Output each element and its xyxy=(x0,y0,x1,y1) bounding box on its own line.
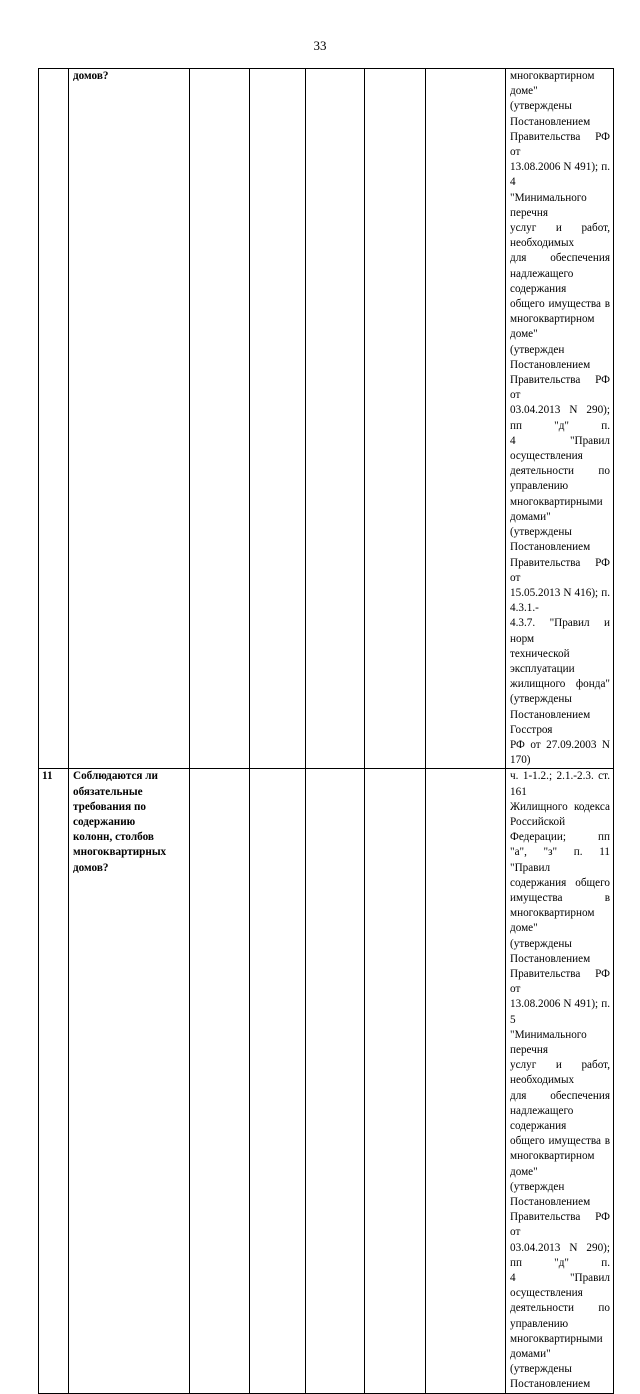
empty-cell xyxy=(306,69,365,769)
empty-cell xyxy=(426,769,506,1393)
row-number-cell xyxy=(39,69,69,769)
reference-line: для обеспечения xyxy=(510,1089,610,1102)
reference-line: Постановлением xyxy=(510,1378,591,1391)
reference-line: Постановлением xyxy=(510,952,591,965)
row-number-cell: 11 xyxy=(39,769,69,1393)
empty-cell xyxy=(365,69,426,769)
reference-line: 03.04.2013 N 290); пп "д" п. xyxy=(510,1241,610,1269)
reference-line: ч. 1-1.2.; 2.1.-2.3. ст. 161 xyxy=(510,770,610,798)
reference-line: услуг и работ, необходимых xyxy=(510,222,610,250)
reference-line: 13.08.2006 N 491); п. 4 xyxy=(510,161,610,189)
reference-line: (утверждены xyxy=(510,937,572,950)
page-number: 33 xyxy=(313,38,327,53)
reference-line: Жилищного кодекса xyxy=(510,800,610,813)
reference-line: общего имущества в xyxy=(510,1135,610,1148)
reference-line: многоквартирном доме" xyxy=(510,313,595,341)
empty-cell xyxy=(426,69,506,769)
question-cell xyxy=(69,769,190,1393)
reference-line: Постановлением Госстроя xyxy=(510,708,591,736)
reference-line: (утвержден Постановлением xyxy=(510,343,591,371)
reference-line: услуг и работ, необходимых xyxy=(510,1059,610,1087)
reference-line: надлежащего содержания xyxy=(510,267,574,295)
reference-line: имущества в xyxy=(510,891,610,904)
reference-line: "а", "з" п. 11 "Правил xyxy=(510,846,610,874)
empty-cell xyxy=(190,769,250,1393)
reference-line: (утверждены xyxy=(510,693,572,706)
reference-line: Правительства РФ от xyxy=(510,1211,610,1239)
question-line: требования по xyxy=(73,800,146,813)
reference-line: Правительства РФ от xyxy=(510,556,610,584)
reference-line: "Минимального перечня xyxy=(510,191,587,219)
legal-reference-cell xyxy=(506,69,614,769)
empty-cell xyxy=(365,769,426,1393)
reference-line: 13.08.2006 N 491); п. 5 xyxy=(510,998,610,1026)
reference-line: Правительства РФ от xyxy=(510,967,610,996)
empty-cell xyxy=(250,769,306,1393)
reference-line: Правительства РФ от xyxy=(510,374,610,402)
reference-line: деятельности по управлению xyxy=(510,465,610,493)
table-row xyxy=(39,769,614,1393)
question-line: обязательные xyxy=(73,785,143,798)
question-cell xyxy=(69,69,190,769)
reference-line: 03.04.2013 N 290); пп "д" п. xyxy=(510,404,610,432)
reference-line: многоквартирными домами" xyxy=(510,1332,603,1361)
empty-cell xyxy=(190,69,250,769)
reference-line: 4 "Правил осуществления xyxy=(510,434,610,463)
reference-line: жилищного фонда" xyxy=(510,678,610,691)
reference-line: Постановлением xyxy=(510,115,591,128)
checklist-table xyxy=(38,68,614,1394)
reference-line: многоквартирном доме" xyxy=(510,907,595,935)
question-line: содержанию xyxy=(73,815,136,828)
reference-line: общего имущества в xyxy=(510,298,610,311)
reference-line: технической эксплуатации xyxy=(510,647,575,675)
question-line: Соблюдаются ли xyxy=(73,770,158,783)
legal-reference-cell xyxy=(506,769,614,1393)
reference-line: многоквартирном доме" xyxy=(510,1150,595,1178)
reference-line: Российской Федерации; пп xyxy=(510,815,610,844)
reference-line: Постановлением xyxy=(510,541,591,554)
reference-line: (утверждены xyxy=(510,100,572,113)
reference-line: (утверждены xyxy=(510,1363,572,1376)
question-line: многоквартирных xyxy=(73,846,167,859)
reference-line: РФ от 27.09.2003 N 170) xyxy=(510,738,610,767)
reference-line: (утвержден Постановлением xyxy=(510,1180,591,1209)
reference-line: Правительства РФ от xyxy=(510,130,610,159)
reference-line: для обеспечения xyxy=(510,252,610,265)
reference-line: 15.05.2013 N 416); п. 4.3.1.- xyxy=(510,586,610,615)
reference-line: "Минимального перечня xyxy=(510,1028,587,1056)
question-line: колонн, столбов xyxy=(73,831,154,844)
reference-line: надлежащего содержания xyxy=(510,1104,574,1133)
empty-cell xyxy=(306,769,365,1393)
reference-line: 4 "Правил осуществления xyxy=(510,1272,610,1300)
empty-cell xyxy=(250,69,306,769)
reference-line: 4.3.7. "Правил и норм xyxy=(510,617,610,645)
reference-line: содержания общего xyxy=(510,876,610,889)
reference-line: (утверждены xyxy=(510,526,572,539)
reference-line: деятельности по управлению xyxy=(510,1302,610,1330)
reference-line: многоквартирными домами" xyxy=(510,495,603,523)
question-line: домов? xyxy=(73,70,109,82)
question-line: домов? xyxy=(73,861,109,874)
reference-line: многоквартирном доме" xyxy=(510,70,595,98)
table-row xyxy=(39,69,614,769)
